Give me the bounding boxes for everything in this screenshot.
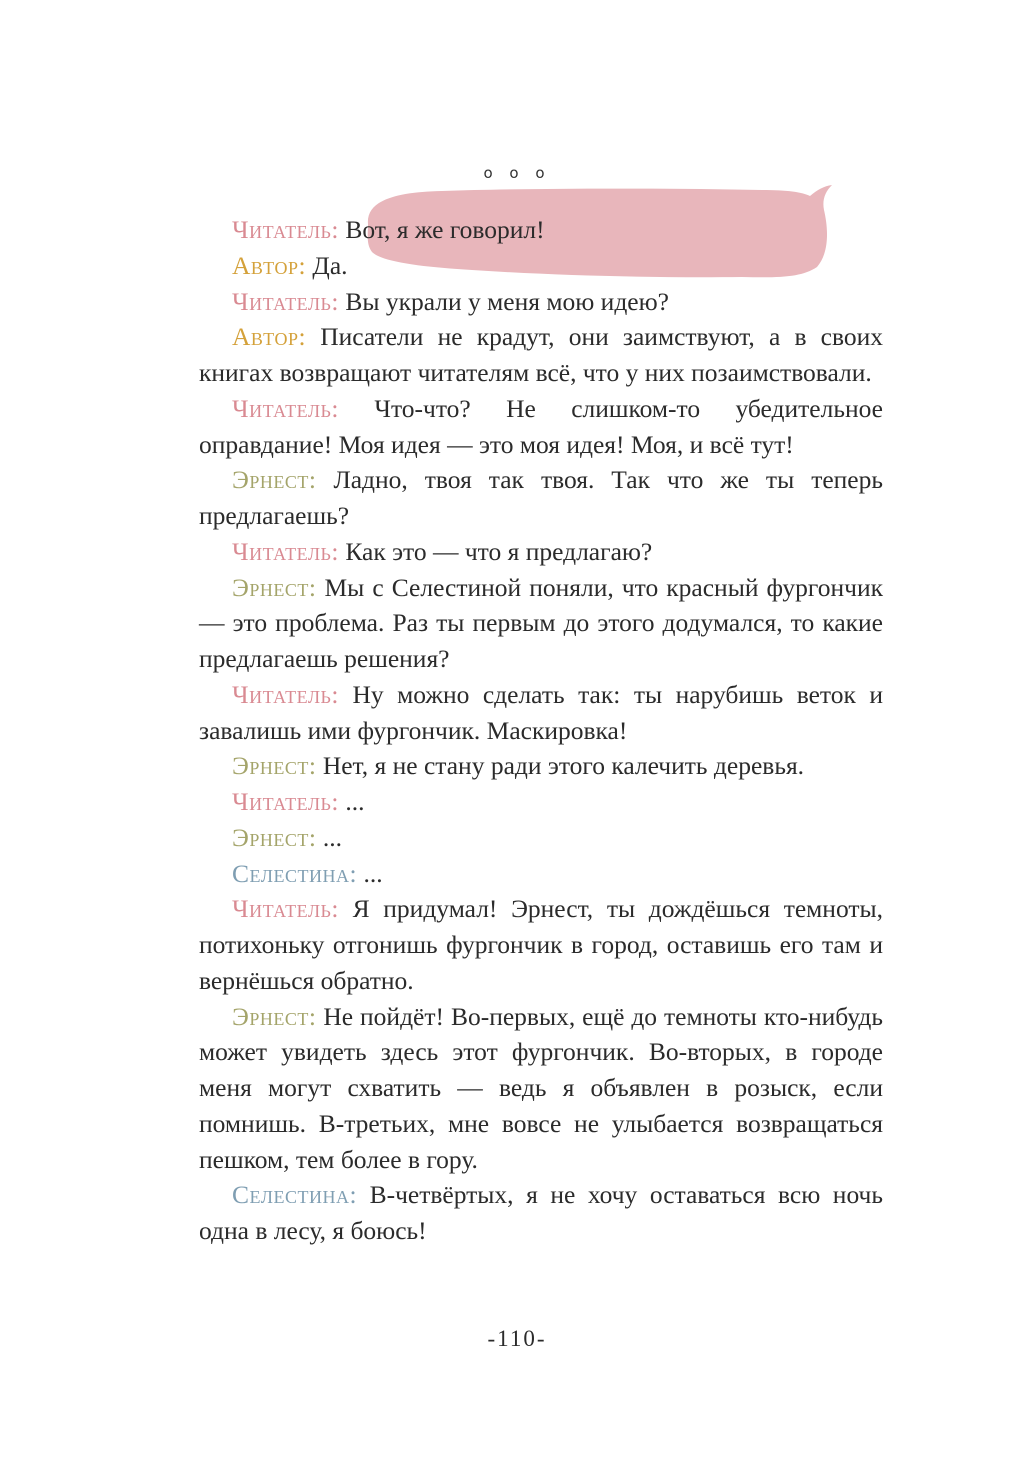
speech-text: Нет, я не стану ради этого калечить деревья. [322, 751, 805, 781]
dialogue-line-celestine-line [199, 856, 883, 892]
dialogue-line-reader-line [199, 212, 883, 248]
dialogue-line-ernest-line [199, 570, 883, 677]
speech-text: Ладно, твоя так твоя. Так что же ты теперь предлагаешь? [199, 465, 883, 530]
dialogue-line-ernest-line [199, 748, 883, 784]
speaker-name: Автор: [232, 322, 307, 352]
dialogue-line-reader-line [199, 391, 883, 463]
speech-text: Как это — что я предлагаю? [345, 536, 653, 566]
speaker-name: Читатель: [232, 286, 339, 316]
dialogue-line-ernest-line [199, 462, 883, 534]
dialogue-line-author-line [199, 248, 883, 284]
speech-text: Вот, я же говорил! [345, 215, 545, 244]
speaker-name: Читатель: [232, 536, 339, 566]
speaker-name: Селестина: [232, 858, 358, 888]
dialogue-line-reader-line [199, 284, 883, 320]
speech-text: Да. [312, 250, 348, 280]
dialogue-text [199, 212, 883, 1249]
speaker-name: Эрнест: [232, 572, 317, 602]
speech-text: Писатели не крадут, они заимствуют, а в своих книгах возвращают читателям всё, что у них позаимствовали. [199, 322, 883, 387]
speaker-name: Читатель: [232, 679, 339, 709]
speaker-name: Селестина: [232, 1180, 358, 1210]
speech-text: В-четвёртых, я не хочу оставаться всю ночь одна в лесу, я боюсь! [199, 1180, 883, 1245]
dialogue-line-reader-line [199, 784, 883, 820]
speaker-name: Автор: [232, 250, 307, 280]
speech-text: Вы украли у меня мою идею? [345, 286, 669, 316]
speech-text: ... [322, 822, 342, 852]
speaker-name: Эрнест: [232, 822, 317, 852]
speaker-name: Эрнест: [232, 465, 317, 495]
speech-text: Я придумал! Эрнест, ты дождёшься темноты, потихоньку отгонишь фургончик в город, оставишь его там и вернёшься обратно. [199, 894, 884, 995]
speaker-name: Читатель: [232, 787, 339, 816]
dialogue-line-author-line [199, 319, 883, 391]
speech-text: Не пойдёт! Во-первых, ещё до темноты кто-нибудь может увидеть здесь этот фургончик. Во-вторых, в городе меня могут схватить — ведь я объявлен в розыск, если помнишь. В-третьих, мне вовсе не улыбается возвращаться пешком, тем более в гору. [199, 1001, 884, 1174]
speaker-name: Читатель: [232, 215, 339, 244]
dialogue-line-celestine-line [199, 1177, 883, 1249]
dialogue-line-ernest-line [199, 999, 883, 1178]
page-number: -110- [487, 1326, 547, 1351]
speech-text: Мы с Селестиной поняли, что красный фургончик — это проблема. Раз ты первым до этого додумался, то какие предлагаешь решения? [199, 572, 883, 673]
dialogue-line-ernest-line [199, 820, 883, 856]
speaker-name: Читатель: [232, 393, 339, 423]
speech-text: ... [363, 858, 383, 888]
speaker-name: Эрнест: [232, 751, 317, 781]
speech-text: ... [345, 787, 365, 816]
speaker-name: Эрнест: [232, 1001, 317, 1031]
dialogue-line-reader-line [199, 891, 883, 998]
speech-text: Что-что? Не слишком-то убедительное оправдание! Моя идея — это моя идея! Моя, и всё тут! [199, 393, 884, 459]
section-ornament: o o o [483, 164, 551, 182]
speaker-name: Читатель: [232, 894, 339, 924]
speech-text: Ну можно сделать так: ты нарубишь веток и завалишь ими фургончик. Маскировка! [199, 679, 884, 745]
dialogue-line-reader-line [199, 677, 883, 749]
dialogue-line-reader-line [199, 534, 883, 570]
